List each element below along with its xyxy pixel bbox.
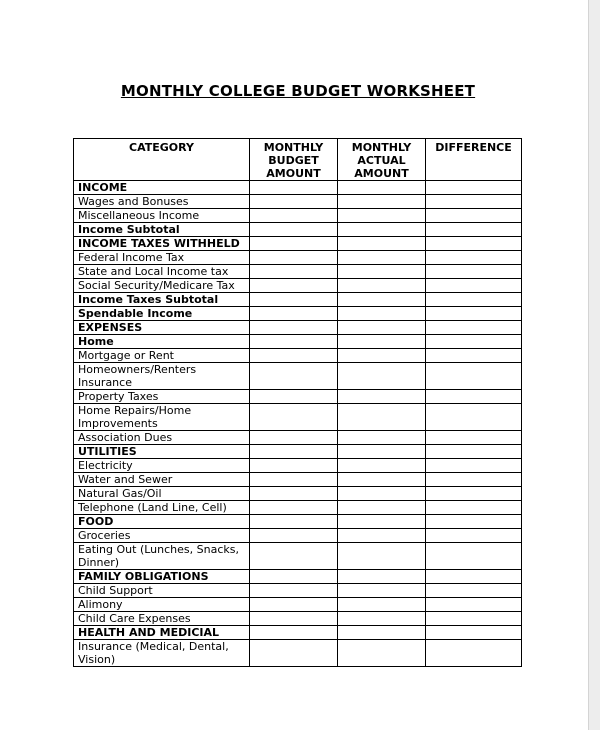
table-row: [74, 293, 522, 307]
difference-cell[interactable]: [426, 570, 522, 584]
budget-amount-cell[interactable]: [250, 251, 338, 265]
budget-amount-cell[interactable]: [250, 459, 338, 473]
actual-amount-cell[interactable]: [338, 640, 426, 667]
category-label: Social Security/Medicare Tax: [74, 279, 250, 293]
table-row: [74, 335, 522, 349]
table-row: [74, 584, 522, 598]
difference-cell[interactable]: [426, 363, 522, 390]
difference-cell[interactable]: [426, 543, 522, 570]
actual-amount-cell[interactable]: [338, 529, 426, 543]
difference-cell[interactable]: [426, 473, 522, 487]
category-label: Insurance (Medical, Dental, Vision): [74, 640, 250, 667]
actual-amount-cell[interactable]: [338, 431, 426, 445]
difference-cell[interactable]: [426, 265, 522, 279]
table-row: [74, 307, 522, 321]
category-heading: Income Subtotal: [74, 223, 250, 237]
budget-amount-cell[interactable]: [250, 237, 338, 251]
actual-amount-cell[interactable]: [338, 335, 426, 349]
actual-amount-cell[interactable]: [338, 612, 426, 626]
difference-cell[interactable]: [426, 431, 522, 445]
budget-amount-cell[interactable]: [250, 195, 338, 209]
table-row: [74, 349, 522, 363]
difference-cell[interactable]: [426, 626, 522, 640]
budget-amount-cell[interactable]: [250, 529, 338, 543]
budget-amount-cell[interactable]: [250, 626, 338, 640]
budget-amount-cell[interactable]: [250, 404, 338, 431]
category-heading: FAMILY OBLIGATIONS: [74, 570, 250, 584]
category-label: Property Taxes: [74, 390, 250, 404]
budget-amount-cell[interactable]: [250, 598, 338, 612]
category-label: Telephone (Land Line, Cell): [74, 501, 250, 515]
budget-amount-cell[interactable]: [250, 335, 338, 349]
category-heading: HEALTH AND MEDICIAL: [74, 626, 250, 640]
table-row: [74, 626, 522, 640]
category-label: Miscellaneous Income: [74, 209, 250, 223]
category-label: Alimony: [74, 598, 250, 612]
budget-amount-cell[interactable]: [250, 570, 338, 584]
category-label: Electricity: [74, 459, 250, 473]
budget-amount-cell[interactable]: [250, 279, 338, 293]
header-actual-line3: AMOUNT: [354, 167, 409, 180]
difference-cell[interactable]: [426, 307, 522, 321]
budget-amount-cell[interactable]: [250, 515, 338, 529]
difference-cell[interactable]: [426, 335, 522, 349]
category-label: Home Repairs/Home Improvements: [74, 404, 250, 431]
actual-amount-cell[interactable]: [338, 251, 426, 265]
budget-amount-cell[interactable]: [250, 293, 338, 307]
budget-table: [73, 138, 522, 667]
actual-amount-cell[interactable]: [338, 279, 426, 293]
table-row: [74, 515, 522, 529]
table-row: [74, 640, 522, 667]
category-label: Groceries: [74, 529, 250, 543]
category-label: Eating Out (Lunches, Snacks, Dinner): [74, 543, 250, 570]
category-label: Child Care Expenses: [74, 612, 250, 626]
actual-amount-cell[interactable]: [338, 487, 426, 501]
table-row: [74, 459, 522, 473]
category-label: Homeowners/Renters Insurance: [74, 363, 250, 390]
actual-amount-cell[interactable]: [338, 598, 426, 612]
category-heading: Income Taxes Subtotal: [74, 293, 250, 307]
difference-cell[interactable]: [426, 321, 522, 335]
category-label: Natural Gas/Oil: [74, 487, 250, 501]
table-row: [74, 265, 522, 279]
budget-amount-cell[interactable]: [250, 612, 338, 626]
actual-amount-cell[interactable]: [338, 459, 426, 473]
actual-amount-cell[interactable]: [338, 223, 426, 237]
category-heading: Spendable Income: [74, 307, 250, 321]
table-row: [74, 390, 522, 404]
table-row: [74, 195, 522, 209]
category-label: State and Local Income tax: [74, 265, 250, 279]
category-label: Child Support: [74, 584, 250, 598]
difference-cell[interactable]: [426, 487, 522, 501]
category-heading: EXPENSES: [74, 321, 250, 335]
category-heading: FOOD: [74, 515, 250, 529]
budget-amount-cell[interactable]: [250, 307, 338, 321]
budget-amount-cell[interactable]: [250, 265, 338, 279]
difference-cell[interactable]: [426, 584, 522, 598]
actual-amount-cell[interactable]: [338, 501, 426, 515]
table-row: [74, 321, 522, 335]
table-row: [74, 181, 522, 195]
difference-cell[interactable]: [426, 181, 522, 195]
budget-amount-cell[interactable]: [250, 349, 338, 363]
actual-amount-cell[interactable]: [338, 584, 426, 598]
budget-amount-cell[interactable]: [250, 390, 338, 404]
actual-amount-cell[interactable]: [338, 445, 426, 459]
actual-amount-cell[interactable]: [338, 293, 426, 307]
category-heading: INCOME TAXES WITHHELD: [74, 237, 250, 251]
difference-cell[interactable]: [426, 529, 522, 543]
category-label: Water and Sewer: [74, 473, 250, 487]
difference-cell[interactable]: [426, 349, 522, 363]
page-title: MONTHLY COLLEGE BUDGET WORKSHEET: [120, 82, 476, 100]
actual-amount-cell[interactable]: [338, 265, 426, 279]
actual-amount-cell[interactable]: [338, 307, 426, 321]
difference-cell[interactable]: [426, 445, 522, 459]
actual-amount-cell[interactable]: [338, 390, 426, 404]
actual-amount-cell[interactable]: [338, 195, 426, 209]
actual-amount-cell[interactable]: [338, 473, 426, 487]
table-body: [74, 181, 522, 667]
difference-cell[interactable]: [426, 237, 522, 251]
budget-amount-cell[interactable]: [250, 209, 338, 223]
difference-cell[interactable]: [426, 515, 522, 529]
difference-cell[interactable]: [426, 223, 522, 237]
difference-cell[interactable]: [426, 390, 522, 404]
header-actual-line2: ACTUAL: [357, 154, 406, 167]
difference-cell[interactable]: [426, 598, 522, 612]
table-row: [74, 431, 522, 445]
table-row: [74, 223, 522, 237]
actual-amount-cell[interactable]: [338, 321, 426, 335]
table-row: [74, 363, 522, 390]
category-label: Mortgage or Rent: [74, 349, 250, 363]
budget-amount-cell[interactable]: [250, 321, 338, 335]
difference-cell[interactable]: [426, 404, 522, 431]
header-budget-line3: AMOUNT: [266, 167, 321, 180]
actual-amount-cell[interactable]: [338, 363, 426, 390]
difference-cell[interactable]: [426, 293, 522, 307]
table-row: [74, 529, 522, 543]
difference-cell[interactable]: [426, 640, 522, 667]
difference-cell[interactable]: [426, 209, 522, 223]
budget-amount-cell[interactable]: [250, 640, 338, 667]
actual-amount-cell[interactable]: [338, 237, 426, 251]
category-label: Federal Income Tax: [74, 251, 250, 265]
difference-cell[interactable]: [426, 612, 522, 626]
difference-cell[interactable]: [426, 251, 522, 265]
table-row: [74, 404, 522, 431]
budget-amount-cell[interactable]: [250, 473, 338, 487]
header-monthly-actual-amount: [338, 139, 426, 181]
table-row: [74, 445, 522, 459]
budget-amount-cell[interactable]: [250, 363, 338, 390]
header-row: [74, 139, 522, 181]
actual-amount-cell[interactable]: [338, 349, 426, 363]
budget-amount-cell[interactable]: [250, 543, 338, 570]
category-heading: INCOME: [74, 181, 250, 195]
table-row: [74, 209, 522, 223]
actual-amount-cell[interactable]: [338, 209, 426, 223]
header-monthly-budget-amount: [250, 139, 338, 181]
budget-amount-cell[interactable]: [250, 501, 338, 515]
actual-amount-cell[interactable]: [338, 404, 426, 431]
table-row: [74, 501, 522, 515]
header-category: CATEGORY: [74, 139, 250, 181]
actual-amount-cell[interactable]: [338, 181, 426, 195]
budget-amount-cell[interactable]: [250, 431, 338, 445]
header-difference: DIFFERENCE: [426, 139, 522, 181]
table-row: [74, 612, 522, 626]
table-row: [74, 487, 522, 501]
category-heading: Home: [74, 335, 250, 349]
budget-amount-cell[interactable]: [250, 445, 338, 459]
category-heading: UTILITIES: [74, 445, 250, 459]
category-label: Wages and Bonuses: [74, 195, 250, 209]
difference-cell[interactable]: [426, 279, 522, 293]
table-row: [74, 473, 522, 487]
table-row: [74, 598, 522, 612]
actual-amount-cell[interactable]: [338, 570, 426, 584]
difference-cell[interactable]: [426, 195, 522, 209]
table-row: [74, 543, 522, 570]
difference-cell[interactable]: [426, 459, 522, 473]
header-budget-line2: BUDGET: [268, 154, 319, 167]
header-budget-line1: MONTHLY: [263, 141, 324, 154]
budget-amount-cell[interactable]: [250, 487, 338, 501]
header-actual-line1: MONTHLY: [351, 141, 412, 154]
category-label: Association Dues: [74, 431, 250, 445]
table-row: [74, 570, 522, 584]
budget-amount-cell[interactable]: [250, 584, 338, 598]
table-row: [74, 279, 522, 293]
table-row: [74, 237, 522, 251]
budget-amount-cell[interactable]: [250, 223, 338, 237]
actual-amount-cell[interactable]: [338, 543, 426, 570]
difference-cell[interactable]: [426, 501, 522, 515]
actual-amount-cell[interactable]: [338, 515, 426, 529]
table-row: [74, 251, 522, 265]
actual-amount-cell[interactable]: [338, 626, 426, 640]
budget-amount-cell[interactable]: [250, 181, 338, 195]
